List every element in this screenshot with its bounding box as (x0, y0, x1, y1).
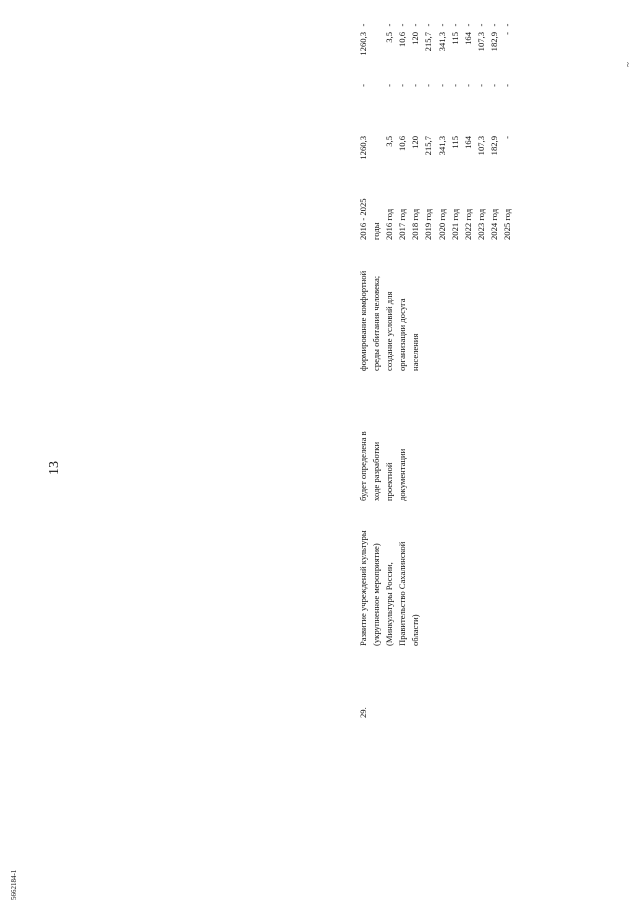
page-number: 13 (47, 461, 62, 475)
cell-line: - (384, 23, 395, 27)
cell-line: 3,5 (384, 32, 395, 43)
cell-line: будет определена в (358, 431, 368, 501)
cell-name (357, 491, 422, 646)
cell-line: документации (397, 448, 408, 501)
cell-line: 115 (449, 136, 460, 149)
cell-line: - (502, 23, 513, 27)
cell-line: - (436, 23, 447, 27)
row-number: 29. (358, 707, 368, 718)
cell-line: 341,3 (436, 32, 447, 52)
cell-line: 182,9 (488, 136, 499, 156)
cell-line (396, 0, 409, 5)
cell-capacity (357, 391, 409, 501)
cell-line: 2020 год (436, 208, 447, 240)
document-code: 5662184-1 (10, 869, 18, 900)
cell-line: проектной (384, 462, 395, 501)
cell-line: 2025 год (502, 208, 513, 240)
cell-line (488, 0, 501, 5)
cell-line: - (462, 84, 473, 87)
cell-line: - (410, 23, 421, 27)
cell-funding-other-2 (357, 0, 514, 5)
cell-line: 2023 год (475, 208, 486, 240)
cell-line: 2019 год (423, 208, 434, 240)
cell-line (370, 32, 383, 72)
cell-line: - (397, 23, 408, 27)
cell-line: - (410, 84, 421, 87)
cell-line: 107,3 (475, 32, 486, 52)
cell-line: 10,6 (397, 136, 408, 152)
cell-line: создание условий для (384, 291, 395, 371)
cell-line: 2016 год (384, 208, 395, 240)
cell-line: годы (371, 222, 382, 240)
cell-line: - (436, 84, 447, 87)
cell-line: - (358, 23, 368, 27)
cell-line: - (462, 23, 473, 27)
cell-line: 182,9 (488, 32, 499, 52)
cell-line: 115 (449, 32, 460, 45)
cell-line (422, 0, 435, 5)
cell-line: 2022 год (462, 208, 473, 240)
cell-line: 164 (462, 32, 473, 45)
cell-line (449, 0, 462, 5)
cell-line: - (488, 84, 499, 87)
cell-line: 120 (410, 32, 421, 45)
cell-line: 215,7 (423, 32, 434, 52)
cell-line: (укрупненное мероприятие) (371, 543, 382, 646)
cell-line: 2017 год (397, 208, 408, 240)
cell-line: 2018 год (410, 208, 421, 240)
cell-line: 1260,3 (358, 32, 368, 56)
cell-line: 3,5 (384, 136, 395, 147)
cell-funding-other-1 (357, 17, 514, 33)
cell-line: населения (410, 333, 421, 371)
cell-goal (357, 236, 422, 371)
cell-line (501, 0, 514, 5)
cell-line: - (475, 23, 486, 27)
cell-line: 164 (462, 136, 473, 149)
cell-line: ходе разработки (371, 441, 382, 501)
cell-line: 2024 год (488, 208, 499, 240)
cell-federal (357, 84, 514, 124)
cell-line (370, 84, 383, 124)
cell-line: - (397, 84, 408, 87)
cell-line: 10,6 (397, 32, 408, 48)
cell-line (357, 0, 370, 5)
cell-line (370, 136, 383, 188)
cell-line: области) (410, 614, 421, 646)
cell-line: формирование комфортной (358, 270, 368, 371)
cell-line: организации досуга (397, 298, 408, 371)
cell-line: 120 (410, 136, 421, 149)
cell-regional (357, 32, 514, 72)
cell-line: Развитие учреждений культуры (358, 530, 368, 646)
cell-line: - (502, 32, 513, 35)
cell-line: - (449, 84, 460, 87)
cell-line: - (502, 136, 513, 139)
cell-line: среды обитания человека; (371, 275, 382, 371)
cell-line (370, 0, 383, 5)
cell-line: 341,3 (436, 136, 447, 156)
cell-line: 1260,3 (358, 136, 368, 160)
cell-line: - (488, 23, 499, 27)
corner-mark: ~ (623, 62, 633, 67)
cell-line: - (423, 23, 434, 27)
cell-line (475, 0, 488, 5)
cell-years (357, 180, 514, 240)
cell-line: (Минкультуры России, (384, 562, 395, 646)
cell-line (436, 0, 449, 5)
cell-line (462, 0, 475, 5)
cell-total (357, 136, 514, 188)
cell-line: 215,7 (423, 136, 434, 156)
cell-line (383, 0, 396, 5)
cell-line (409, 0, 422, 5)
cell-line: - (384, 84, 395, 87)
cell-line: - (423, 84, 434, 87)
cell-line: - (475, 84, 486, 87)
cell-line: 107,3 (475, 136, 486, 156)
cell-line: 2016 - 2025 (358, 198, 368, 240)
cell-line: - (449, 23, 460, 27)
cell-line: Правительство Сахалинской (397, 541, 408, 646)
cell-line (370, 17, 383, 33)
cell-line: - (502, 84, 513, 87)
cell-line: - (358, 84, 368, 87)
cell-line: 2021 год (449, 208, 460, 240)
